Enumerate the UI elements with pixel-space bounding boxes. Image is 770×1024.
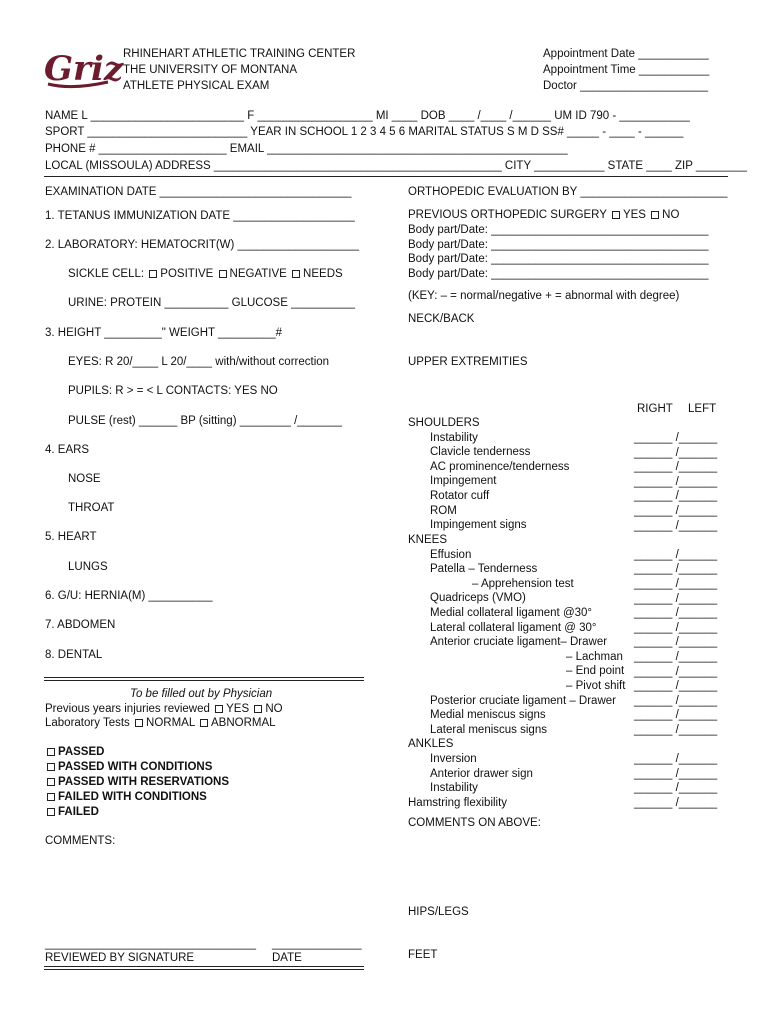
outcome-passed-reservations[interactable]: [45, 775, 229, 789]
rl-field[interactable]: ______ /______: [634, 665, 718, 678]
body-part-field[interactable]: Body part/Date: __________________________________: [408, 239, 709, 251]
hematocrit-field[interactable]: 2. LABORATORY: HEMATOCRIT(W) ___________________: [45, 239, 360, 251]
exam-item: – Lachman: [566, 651, 623, 663]
prev-surgery-row: [408, 208, 679, 222]
sickle-positive-label: POSITIVE: [160, 268, 214, 280]
outcome-label: FAILED WITH CONDITIONS: [58, 791, 207, 803]
spacer: [634, 737, 717, 752]
pupils-field[interactable]: PUPILS: R > = < L CONTACTS: YES NO: [68, 385, 278, 397]
prev-yes-label: YES: [226, 703, 250, 715]
exam-item: Medial collateral ligament @30°: [430, 607, 593, 619]
exam-item: Anterior cruciate ligament– Drawer: [430, 636, 608, 648]
spacer: [634, 533, 717, 548]
rl-field[interactable]: ______ /______: [634, 504, 718, 517]
upper-extremities-label: UPPER EXTREMITIES: [408, 356, 528, 368]
rl-field[interactable]: ______ /______: [634, 446, 718, 459]
form-title: ATHLETE PHYSICAL EXAM: [123, 80, 270, 92]
appointment-date-field[interactable]: Appointment Date ___________: [543, 48, 709, 60]
rl-field[interactable]: ______ /______: [634, 461, 718, 474]
knees-heading: KNEES: [408, 534, 447, 546]
rl-field[interactable]: ______ /______: [634, 694, 718, 707]
hernia-field[interactable]: 6. G/U: HERNIA(M) __________: [45, 590, 213, 602]
rl-field[interactable]: ______ /______: [634, 796, 718, 809]
name-dob-line[interactable]: NAME L ________________________ F __________________ MI ____ DOB ____ /____ /______ UM ID 790 - ___________: [45, 110, 690, 122]
prev-surgery-label: PREVIOUS ORTHOPEDIC SURGERY: [408, 209, 607, 221]
sickle-negative-label: NEGATIVE: [229, 268, 287, 280]
left-column-header: LEFT: [688, 403, 717, 415]
outcome-passed-conditions[interactable]: [45, 760, 212, 774]
phone-email-line[interactable]: PHONE # ____________________ EMAIL _______________________________________________: [45, 143, 568, 155]
rl-field[interactable]: ______ /______: [634, 767, 718, 780]
sickle-negative-checkbox[interactable]: [219, 270, 227, 278]
header-block: [123, 46, 355, 94]
lungs-label: LUNGS: [68, 561, 108, 573]
outcome-passed[interactable]: [45, 745, 104, 759]
sickle-cell-row: [68, 267, 343, 281]
sickle-needs-checkbox[interactable]: [292, 270, 300, 278]
sickle-cell-label: SICKLE CELL:: [68, 268, 145, 280]
exam-item: – Pivot shift: [566, 680, 626, 692]
height-weight-field[interactable]: 3. HEIGHT _________" WEIGHT _________#: [45, 327, 282, 339]
body-part-field[interactable]: Body part/Date: __________________________________: [408, 253, 709, 265]
prev-injuries-label: Previous years injuries reviewed: [45, 703, 210, 715]
exam-item: Instability: [430, 782, 478, 794]
exam-item: Impingement signs: [430, 519, 527, 531]
checkbox[interactable]: [47, 763, 55, 771]
outcome-label: PASSED: [58, 746, 105, 758]
university-name: THE UNIVERSITY OF MONTANA: [123, 64, 298, 76]
checkbox[interactable]: [47, 778, 55, 786]
pulse-bp-field[interactable]: PULSE (rest) ______ BP (sitting) ________ /_______: [68, 415, 343, 427]
lab-normal-checkbox[interactable]: [135, 719, 143, 727]
center-name: RHINEHART ATHLETIC TRAINING CENTER: [123, 48, 356, 60]
date-line[interactable]: ______________: [272, 938, 362, 950]
logo-text: Griz: [44, 49, 124, 89]
exam-item: ROM: [430, 505, 457, 517]
appointment-time-field[interactable]: Appointment Time ___________: [543, 64, 710, 76]
address-line[interactable]: LOCAL (MISSOULA) ADDRESS _____________________________________________ CITY ___________ STATE ____ ZIP ________: [45, 160, 748, 172]
rl-field[interactable]: ______ /______: [634, 723, 718, 736]
surgery-yes-checkbox[interactable]: [612, 211, 620, 219]
lab-abnormal-label: ABNORMAL: [211, 717, 276, 729]
exam-item: Medial meniscus signs: [430, 709, 546, 721]
hips-legs-label: HIPS/LEGS: [408, 906, 469, 918]
rl-field[interactable]: ______ /______: [634, 636, 718, 649]
surgery-no-label: NO: [662, 209, 680, 221]
prev-no-label: NO: [265, 703, 283, 715]
ears-label: 4. EARS: [45, 444, 90, 456]
signature-label: REVIEWED BY SIGNATURE: [45, 952, 195, 964]
ortho-by-field[interactable]: ORTHOPEDIC EVALUATION BY _______________________: [408, 186, 728, 198]
rl-field[interactable]: ______ /______: [634, 577, 718, 590]
outcome-failed[interactable]: [45, 805, 99, 819]
doctor-field[interactable]: Doctor ____________________: [543, 80, 708, 92]
right-left-blanks: [634, 431, 717, 810]
rl-field[interactable]: ______ /______: [634, 621, 718, 634]
throat-label: THROAT: [68, 502, 115, 514]
outcome-label: PASSED WITH CONDITIONS: [58, 761, 213, 773]
exam-item: Quadriceps (VMO): [430, 592, 526, 604]
exam-item: Impingement: [430, 475, 497, 487]
date-label: DATE: [272, 952, 302, 964]
lab-normal-label: NORMAL: [146, 717, 195, 729]
sickle-positive-checkbox[interactable]: [149, 270, 157, 278]
exam-item: Lateral collateral ligament @ 30°: [430, 622, 597, 634]
checkbox[interactable]: [47, 748, 55, 756]
rl-field[interactable]: ______ /______: [634, 650, 718, 663]
body-part-field[interactable]: Body part/Date: __________________________________: [408, 224, 709, 236]
key-legend: (KEY: – = normal/negative + = abnormal with degree): [408, 290, 680, 302]
comments-label: COMMENTS:: [45, 835, 116, 847]
checkbox[interactable]: [47, 793, 55, 801]
exam-item: Patella – Tenderness: [430, 563, 538, 575]
appointment-block: [543, 46, 709, 94]
shoulders-heading: SHOULDERS: [408, 417, 480, 429]
exam-item: AC prominence/tenderness: [430, 461, 570, 473]
rl-field[interactable]: ______ /______: [634, 753, 718, 766]
divider: [44, 176, 728, 177]
tetanus-field[interactable]: 1. TETANUS IMMUNIZATION DATE ___________________: [45, 210, 355, 222]
outcome-failed-conditions[interactable]: [45, 790, 207, 804]
heart-label: 5. HEART: [45, 531, 97, 543]
physician-divider: [44, 677, 364, 681]
feet-label: FEET: [408, 949, 438, 961]
prev-injuries-row: [45, 702, 283, 716]
rl-field[interactable]: ______ /______: [634, 680, 718, 693]
sport-year-line[interactable]: SPORT _________________________ YEAR IN SCHOOL 1 2 3 4 5 6 MARITAL STATUS S M D SS# _____ - ____ - ______: [45, 126, 684, 138]
lab-abnormal-checkbox[interactable]: [200, 719, 208, 727]
abdomen-label: 7. ABDOMEN: [45, 619, 116, 631]
right-column-header: RIGHT: [637, 403, 673, 415]
rl-field[interactable]: ______ /______: [634, 490, 718, 503]
checkbox[interactable]: [47, 808, 55, 816]
exam-item: Instability: [430, 432, 478, 444]
outcome-label: PASSED WITH RESERVATIONS: [58, 776, 230, 788]
physician-heading: To be filled out by Physician: [130, 688, 273, 700]
outcome-label: FAILED: [58, 806, 99, 818]
dental-label: 8. DENTAL: [45, 649, 103, 661]
comments-above-label: COMMENTS ON ABOVE:: [408, 817, 541, 829]
signature-line[interactable]: _________________________________: [45, 938, 257, 950]
prev-no-checkbox[interactable]: [254, 705, 262, 713]
rl-field[interactable]: ______ /______: [634, 548, 718, 561]
rl-field[interactable]: ______ /______: [634, 475, 718, 488]
prev-yes-checkbox[interactable]: [215, 705, 223, 713]
bottom-divider: [44, 966, 364, 970]
rl-field[interactable]: ______ /______: [634, 432, 718, 444]
lab-tests-row: [45, 716, 276, 730]
surgery-yes-label: YES: [622, 209, 646, 221]
body-part-field[interactable]: Body part/Date: __________________________________: [408, 268, 709, 280]
nose-label: NOSE: [68, 473, 101, 485]
sickle-needs-label: NEEDS: [303, 268, 343, 280]
exam-item: Anterior drawer sign: [430, 768, 533, 780]
neck-back-label: NECK/BACK: [408, 313, 475, 325]
rl-field[interactable]: ______ /______: [634, 592, 718, 605]
griz-logo: [42, 44, 124, 92]
exam-item: Lateral meniscus signs: [430, 724, 547, 736]
exam-item: Posterior cruciate ligament – Drawer: [430, 695, 616, 707]
exam-item: Hamstring flexibility: [408, 797, 508, 809]
rl-field[interactable]: ______ /______: [634, 709, 718, 722]
rl-field[interactable]: ______ /______: [634, 563, 718, 576]
exam-date-field[interactable]: EXAMINATION DATE ______________________________: [45, 186, 352, 198]
exam-item: Effusion: [430, 549, 472, 561]
exam-item: Clavicle tenderness: [430, 446, 531, 458]
exam-item: – Apprehension test: [472, 578, 574, 590]
exam-item: – End point: [566, 665, 625, 677]
rl-field[interactable]: ______ /______: [634, 519, 718, 532]
surgery-no-checkbox[interactable]: [651, 211, 659, 219]
urine-field[interactable]: URINE: PROTEIN __________ GLUCOSE __________: [68, 297, 356, 309]
eyes-field[interactable]: EYES: R 20/____ L 20/____ with/without correction: [68, 356, 330, 368]
exam-item: Rotator cuff: [430, 490, 490, 502]
lab-tests-label: Laboratory Tests: [45, 717, 130, 729]
ankles-heading: ANKLES: [408, 738, 454, 750]
exam-item: Inversion: [430, 753, 477, 765]
rl-field[interactable]: ______ /______: [634, 607, 718, 620]
rl-field[interactable]: ______ /______: [634, 782, 718, 795]
